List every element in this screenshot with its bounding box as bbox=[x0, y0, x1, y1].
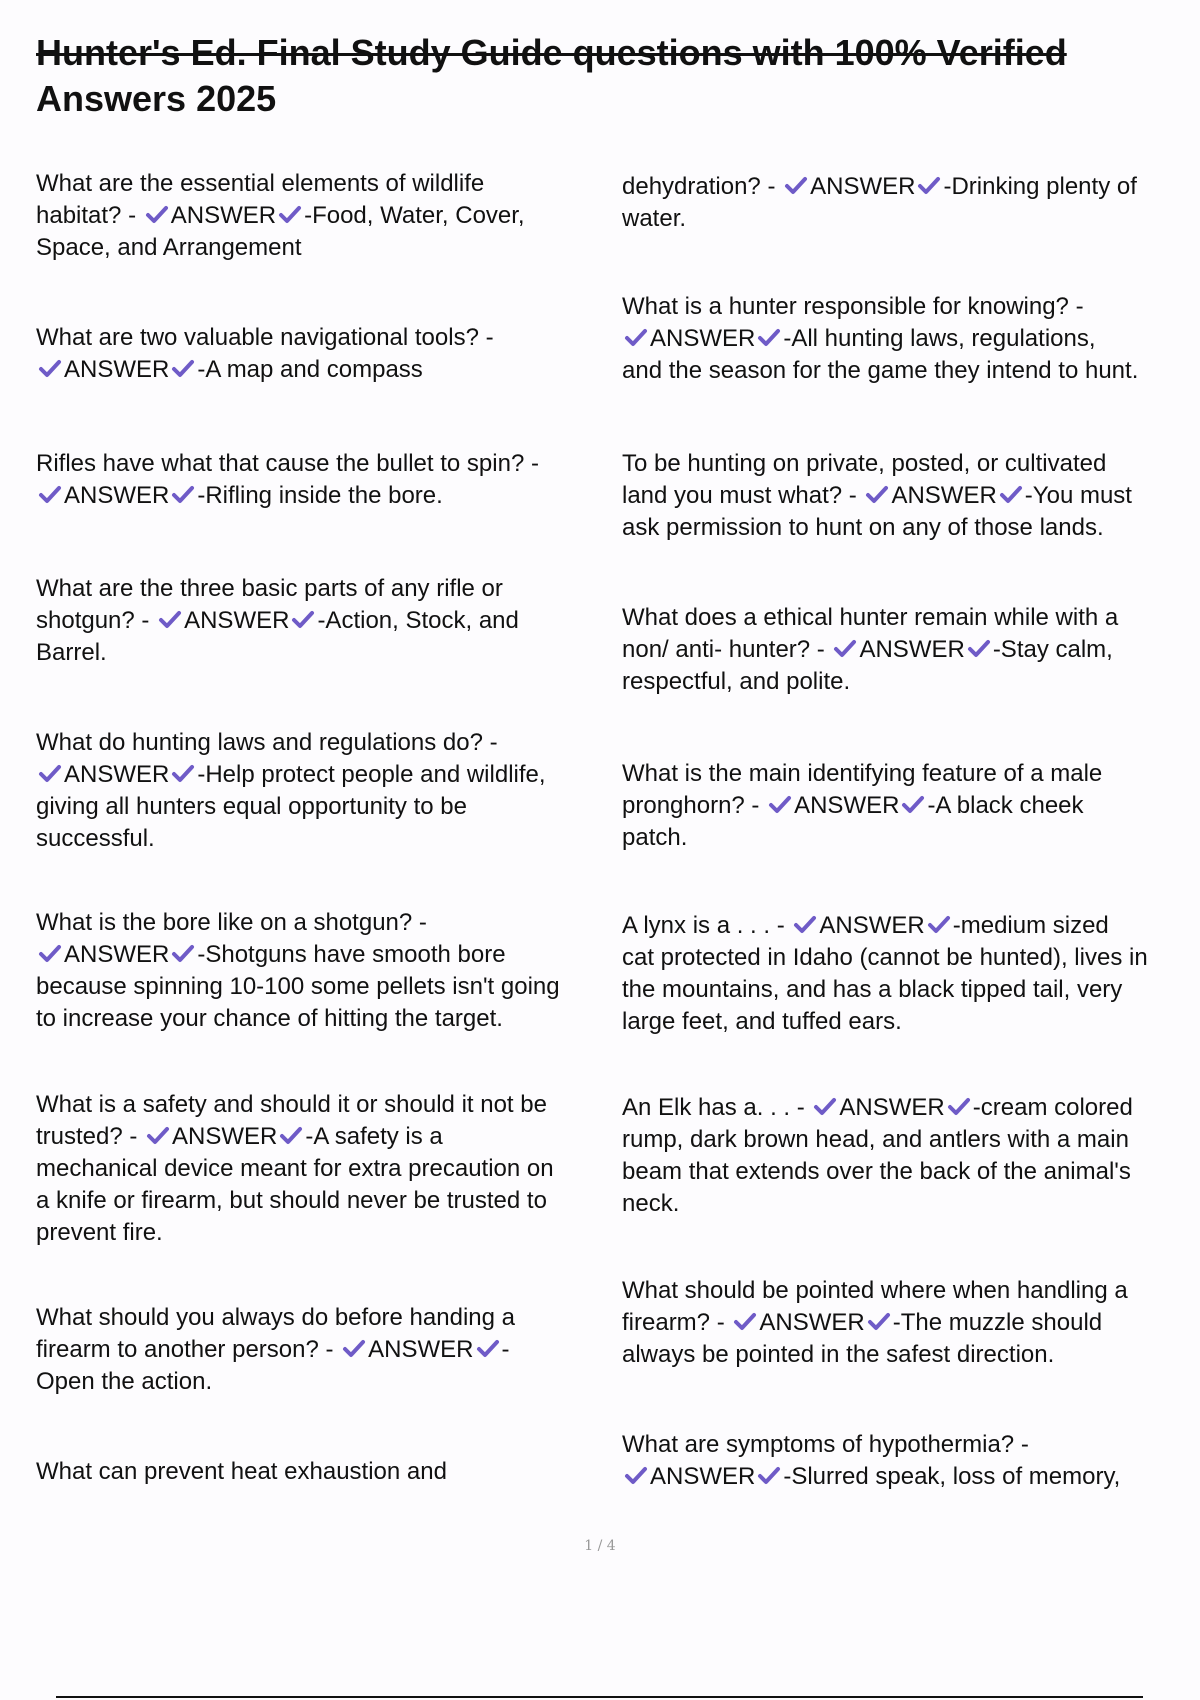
checkmark-icon bbox=[757, 1463, 781, 1487]
checkmark-icon bbox=[733, 1309, 757, 1333]
qa-line bbox=[36, 200, 525, 232]
qa-text: to increase your chance of hitting the target. bbox=[36, 1005, 503, 1032]
qa-text: -A map and compass bbox=[197, 356, 423, 383]
qa-line bbox=[622, 942, 1148, 974]
qa-line bbox=[36, 637, 519, 669]
title-line-1: Hunter's Ed. Final Study Guide questions with 100% Verified bbox=[36, 32, 1067, 73]
answer-label: ANSWER bbox=[64, 941, 170, 968]
qa-line bbox=[36, 971, 560, 1003]
qa-line bbox=[36, 791, 546, 823]
checkmark-icon bbox=[291, 607, 315, 631]
qa-text: -Action, Stock, and bbox=[317, 607, 519, 634]
qa-text: land you must what? - bbox=[622, 482, 864, 509]
answer-label: ANSWER bbox=[839, 1094, 945, 1121]
checkmark-icon bbox=[793, 912, 817, 936]
answer-label: ANSWER bbox=[64, 356, 170, 383]
qa-text: always be pointed in the safest direction. bbox=[622, 1341, 1055, 1368]
qa-line bbox=[36, 759, 546, 791]
qa-item bbox=[622, 758, 1102, 854]
answer-label: ANSWER bbox=[810, 173, 916, 200]
qa-line bbox=[622, 291, 1138, 323]
qa-line bbox=[622, 512, 1132, 544]
qa-item bbox=[622, 910, 1148, 1038]
qa-text: -cream colored bbox=[972, 1094, 1133, 1121]
qa-text: ask permission to hunt on any of those lands. bbox=[622, 514, 1104, 541]
qa-text: -The muzzle should bbox=[892, 1309, 1103, 1336]
qa-line bbox=[36, 1089, 554, 1121]
qa-item bbox=[622, 1275, 1128, 1371]
qa-line bbox=[36, 823, 546, 855]
qa-text: the mountains, and has a black tipped tail, very bbox=[622, 976, 1123, 1003]
qa-text: What are two valuable navigational tools? - bbox=[36, 324, 494, 351]
qa-text: -You must bbox=[1024, 482, 1132, 509]
qa-text: Barrel. bbox=[36, 639, 107, 666]
qa-line bbox=[36, 1302, 515, 1334]
qa-item bbox=[36, 727, 546, 855]
qa-item bbox=[622, 171, 1137, 235]
qa-line bbox=[36, 1003, 560, 1035]
qa-text: giving all hunters equal opportunity to be bbox=[36, 793, 467, 820]
checkmark-icon bbox=[947, 1094, 971, 1118]
qa-line bbox=[36, 1121, 554, 1153]
qa-text: because spinning 10-100 some pellets isn't going bbox=[36, 973, 560, 1000]
answer-label: ANSWER bbox=[64, 482, 170, 509]
qa-text: -Slurred speak, loss of memory, bbox=[783, 1463, 1121, 1490]
qa-text: What should be pointed where when handling a bbox=[622, 1277, 1128, 1304]
qa-line bbox=[622, 448, 1132, 480]
checkmark-icon bbox=[38, 761, 62, 785]
qa-text: water. bbox=[622, 205, 687, 232]
checkmark-icon bbox=[278, 202, 302, 226]
qa-text: What is a hunter responsible for knowing? - bbox=[622, 293, 1084, 320]
qa-text: What can prevent heat exhaustion and bbox=[36, 1458, 447, 1485]
qa-text: rump, dark brown head, and antlers with a main bbox=[622, 1126, 1129, 1153]
qa-text: Open the action. bbox=[36, 1368, 213, 1395]
qa-line bbox=[36, 1334, 515, 1366]
qa-text: An Elk has a. . . - bbox=[622, 1094, 812, 1121]
checkmark-icon bbox=[624, 1463, 648, 1487]
qa-text: -Stay calm, bbox=[992, 636, 1113, 663]
qa-line bbox=[36, 939, 560, 971]
qa-text: firearm to another person? - bbox=[36, 1336, 341, 1363]
qa-text: Space, and Arrangement bbox=[36, 234, 302, 261]
qa-line bbox=[36, 727, 546, 759]
qa-line bbox=[36, 232, 525, 264]
qa-line bbox=[622, 974, 1148, 1006]
qa-line bbox=[622, 355, 1138, 387]
qa-line bbox=[36, 168, 525, 200]
checkmark-icon bbox=[867, 1309, 891, 1333]
answer-label: ANSWER bbox=[759, 1309, 865, 1336]
answer-label: ANSWER bbox=[64, 761, 170, 788]
answer-label: ANSWER bbox=[650, 1463, 756, 1490]
qa-text: -Drinking plenty of bbox=[943, 173, 1137, 200]
qa-line bbox=[622, 1188, 1133, 1220]
qa-item bbox=[36, 907, 560, 1035]
checkmark-icon bbox=[624, 325, 648, 349]
checkmark-icon bbox=[813, 1094, 837, 1118]
qa-line bbox=[622, 323, 1138, 355]
qa-line bbox=[36, 907, 560, 939]
qa-text: What is a safety and should it or should it not be bbox=[36, 1091, 547, 1118]
checkmark-icon bbox=[38, 356, 62, 380]
checkmark-icon bbox=[279, 1123, 303, 1147]
qa-text: -A safety is a bbox=[305, 1123, 443, 1150]
qa-line bbox=[622, 910, 1148, 942]
qa-text: What do hunting laws and regulations do? - bbox=[36, 729, 498, 756]
qa-line bbox=[36, 1456, 447, 1488]
footer-divider bbox=[56, 1696, 1143, 1698]
checkmark-icon bbox=[145, 202, 169, 226]
qa-line bbox=[36, 573, 519, 605]
qa-text: -A black cheek bbox=[927, 792, 1084, 819]
page-title bbox=[36, 30, 1186, 122]
answer-label: ANSWER bbox=[170, 202, 277, 229]
checkmark-icon bbox=[757, 325, 781, 349]
qa-item bbox=[36, 1456, 447, 1488]
qa-item bbox=[622, 1429, 1120, 1493]
qa-text: a knife or firearm, but should never be trusted to bbox=[36, 1187, 547, 1214]
qa-item bbox=[36, 168, 525, 264]
checkmark-icon bbox=[917, 173, 941, 197]
page-number: 1 / 4 bbox=[584, 1538, 616, 1554]
checkmark-icon bbox=[927, 912, 951, 936]
qa-line bbox=[622, 1124, 1133, 1156]
checkmark-icon bbox=[901, 792, 925, 816]
checkmark-icon bbox=[158, 607, 182, 631]
qa-text: firearm? - bbox=[622, 1309, 732, 1336]
qa-text: mechanical device meant for extra precaution on bbox=[36, 1155, 554, 1182]
qa-text: non/ anti- hunter? - bbox=[622, 636, 832, 663]
qa-text: neck. bbox=[622, 1190, 680, 1217]
qa-line bbox=[36, 1217, 554, 1249]
checkmark-icon bbox=[171, 941, 195, 965]
answer-label: ANSWER bbox=[368, 1336, 474, 1363]
checkmark-icon bbox=[171, 356, 195, 380]
qa-line bbox=[36, 322, 494, 354]
qa-line bbox=[36, 448, 539, 480]
qa-line bbox=[622, 1092, 1133, 1124]
qa-line bbox=[622, 1275, 1128, 1307]
qa-line bbox=[622, 1006, 1148, 1038]
checkmark-icon bbox=[768, 792, 792, 816]
qa-line bbox=[36, 354, 494, 386]
qa-text: What is the bore like on a shotgun? - bbox=[36, 909, 427, 936]
qa-text: What should you always do before handing a bbox=[36, 1304, 515, 1331]
answer-label: ANSWER bbox=[819, 912, 925, 939]
qa-item bbox=[622, 602, 1118, 698]
checkmark-icon bbox=[833, 636, 857, 660]
qa-text: trusted? - bbox=[36, 1123, 145, 1150]
checkmark-icon bbox=[171, 482, 195, 506]
qa-line bbox=[622, 1339, 1128, 1371]
qa-line bbox=[622, 758, 1102, 790]
qa-text: prevent fire. bbox=[36, 1219, 163, 1246]
qa-text: What is the main identifying feature of a male bbox=[622, 760, 1103, 787]
qa-text: respectful, and polite. bbox=[622, 668, 851, 695]
qa-text: -Shotguns have smooth bore bbox=[197, 941, 506, 968]
qa-item bbox=[622, 291, 1138, 387]
qa-text: - bbox=[501, 1336, 510, 1363]
qa-text: successful. bbox=[36, 825, 155, 852]
qa-line bbox=[622, 602, 1118, 634]
checkmark-icon bbox=[999, 482, 1023, 506]
answer-label: ANSWER bbox=[650, 325, 756, 352]
qa-line bbox=[36, 1185, 554, 1217]
qa-text: pronghorn? - bbox=[622, 792, 767, 819]
qa-text: large feet, and tuffed ears. bbox=[622, 1008, 902, 1035]
qa-line bbox=[36, 1153, 554, 1185]
qa-line bbox=[622, 790, 1102, 822]
qa-line bbox=[622, 1156, 1133, 1188]
qa-text: -Help protect people and wildlife, bbox=[197, 761, 546, 788]
qa-text: -medium sized bbox=[952, 912, 1109, 939]
qa-line bbox=[622, 480, 1132, 512]
answer-label: ANSWER bbox=[859, 636, 965, 663]
qa-item bbox=[36, 1302, 515, 1398]
qa-text: patch. bbox=[622, 824, 688, 851]
qa-line bbox=[622, 203, 1137, 235]
qa-text: Rifles have what that cause the bullet to spin? - bbox=[36, 450, 539, 477]
qa-text: What are symptoms of hypothermia? - bbox=[622, 1431, 1029, 1458]
qa-text: What does a ethical hunter remain while with a bbox=[622, 604, 1119, 631]
qa-line bbox=[36, 605, 519, 637]
qa-line bbox=[622, 1307, 1128, 1339]
checkmark-icon bbox=[38, 482, 62, 506]
checkmark-icon bbox=[146, 1123, 170, 1147]
checkmark-icon bbox=[784, 173, 808, 197]
checkmark-icon bbox=[865, 482, 889, 506]
qa-line bbox=[622, 1429, 1120, 1461]
checkmark-icon bbox=[967, 636, 991, 660]
qa-text: What are the three basic parts of any rifle or bbox=[36, 575, 503, 602]
qa-item bbox=[36, 573, 519, 669]
qa-text: shotgun? - bbox=[36, 607, 157, 634]
qa-text: cat protected in Idaho (cannot be hunted), lives in bbox=[622, 944, 1148, 971]
qa-item bbox=[622, 1092, 1133, 1220]
answer-label: ANSWER bbox=[184, 607, 290, 634]
qa-text: -Rifling inside the bore. bbox=[197, 482, 443, 509]
qa-item bbox=[36, 1089, 554, 1249]
title-line-2: Answers 2025 bbox=[36, 78, 277, 119]
qa-text: -Food, Water, Cover, bbox=[304, 202, 525, 229]
qa-line bbox=[622, 634, 1118, 666]
qa-text: dehydration? - bbox=[622, 173, 783, 200]
checkmark-icon bbox=[342, 1336, 366, 1360]
qa-text: habitat? - bbox=[36, 202, 143, 229]
qa-text: To be hunting on private, posted, or cultivated bbox=[622, 450, 1107, 477]
qa-line bbox=[622, 822, 1102, 854]
qa-text: -All hunting laws, regulations, bbox=[783, 325, 1096, 352]
qa-item bbox=[36, 322, 494, 386]
checkmark-icon bbox=[38, 941, 62, 965]
qa-line bbox=[622, 1461, 1120, 1493]
qa-item bbox=[622, 448, 1132, 544]
checkmark-icon bbox=[171, 761, 195, 785]
qa-line bbox=[622, 171, 1137, 203]
answer-label: ANSWER bbox=[172, 1123, 278, 1150]
qa-line bbox=[36, 1366, 515, 1398]
answer-label: ANSWER bbox=[891, 482, 997, 509]
answer-label: ANSWER bbox=[794, 792, 900, 819]
qa-text: What are the essential elements of wildlife bbox=[36, 170, 485, 197]
qa-text: A lynx is a . . . - bbox=[622, 912, 792, 939]
qa-item bbox=[36, 448, 539, 512]
qa-line bbox=[622, 666, 1118, 698]
checkmark-icon bbox=[476, 1336, 500, 1360]
qa-text: and the season for the game they intend to hunt. bbox=[622, 357, 1139, 384]
qa-text: beam that extends over the back of the animal's bbox=[622, 1158, 1131, 1185]
qa-line bbox=[36, 480, 539, 512]
